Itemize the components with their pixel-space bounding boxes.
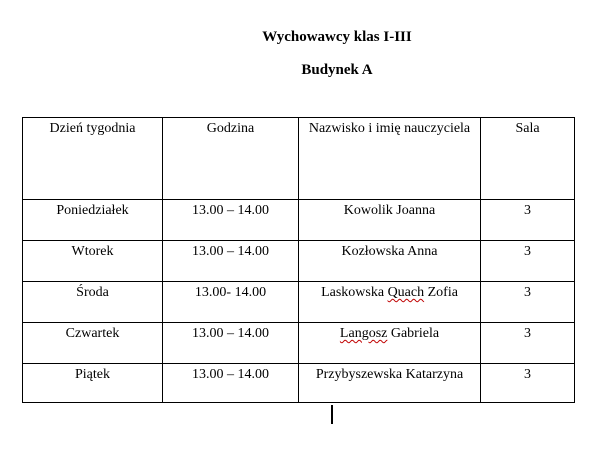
column-header-teacher[interactable]: Nazwisko i imię nauczyciela <box>299 118 481 200</box>
cell-time[interactable]: 13.00 – 14.00 <box>163 200 299 241</box>
cell-teacher[interactable]: Kowolik Joanna <box>299 200 481 241</box>
column-header-day[interactable]: Dzień tygodnia <box>23 118 163 200</box>
cell-room[interactable]: 3 <box>481 200 575 241</box>
column-header-time[interactable]: Godzina <box>163 118 299 200</box>
cell-time[interactable]: 13.00 – 14.00 <box>163 241 299 282</box>
schedule-table <box>22 117 575 403</box>
teacher-given-name: Gabriela <box>387 326 440 341</box>
cell-day[interactable]: Piątek <box>23 364 163 403</box>
cell-teacher[interactable]: Kozłowska Anna <box>299 241 481 282</box>
cell-time[interactable]: 13.00- 14.00 <box>163 282 299 323</box>
cell-room[interactable]: 3 <box>481 282 575 323</box>
cell-room[interactable]: 3 <box>481 241 575 282</box>
table-row <box>23 323 575 364</box>
cell-teacher[interactable] <box>299 323 481 364</box>
cell-day[interactable]: Poniedziałek <box>23 200 163 241</box>
teacher-surname: Laskowska <box>321 285 388 300</box>
document-title: Wychowawcy klas I-III <box>262 29 412 45</box>
cell-day[interactable]: Wtorek <box>23 241 163 282</box>
cell-time[interactable]: 13.00 – 14.00 <box>163 364 299 403</box>
cell-teacher[interactable]: Przybyszewska Katarzyna <box>299 364 481 403</box>
teacher-given-name: Zofia <box>424 285 458 300</box>
cell-day[interactable]: Środa <box>23 282 163 323</box>
cell-room[interactable]: 3 <box>481 364 575 403</box>
cell-room[interactable]: 3 <box>481 323 575 364</box>
table-row <box>23 282 575 323</box>
cell-teacher[interactable] <box>299 282 481 323</box>
text-cursor <box>331 405 333 424</box>
table-header-row <box>23 118 575 200</box>
table-row <box>23 200 575 241</box>
table-row <box>23 241 575 282</box>
cell-day[interactable]: Czwartek <box>23 323 163 364</box>
document-subtitle: Budynek A <box>301 62 373 78</box>
spellcheck-flagged-word: Quach <box>387 285 425 300</box>
spellcheck-flagged-word: Langosz <box>339 326 388 341</box>
column-header-room[interactable]: Sala <box>481 118 575 200</box>
cell-time[interactable]: 13.00 – 14.00 <box>163 323 299 364</box>
table-row <box>23 364 575 403</box>
